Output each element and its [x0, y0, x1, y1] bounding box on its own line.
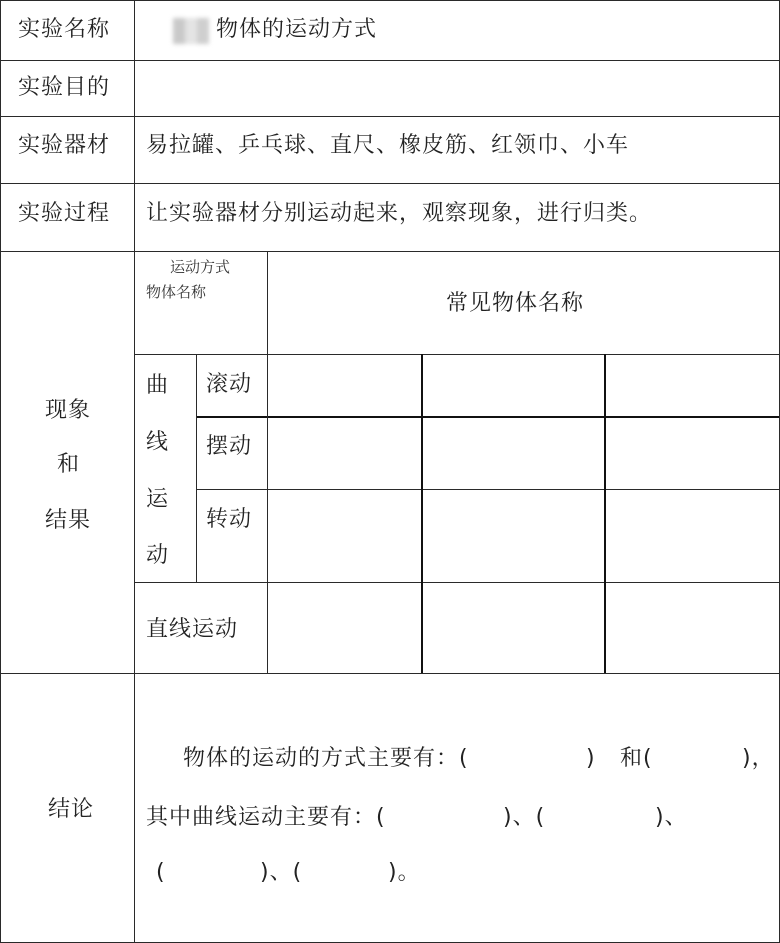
- label-phenomena-line3: 结果: [45, 508, 92, 533]
- label-experiment-purpose: 实验目的: [18, 75, 111, 100]
- motion-rotating: 转动: [206, 507, 253, 532]
- label-experiment-name: 实验名称: [18, 17, 111, 42]
- conclusion-line2-sep: )、(: [503, 805, 546, 830]
- conclusion-line2-end: )、: [655, 805, 688, 830]
- conclusion-line1-close: ): [586, 746, 596, 771]
- experiment-materials-value: 易拉罐、乒乓球、直尺、橡皮筋、红领巾、小车: [146, 133, 630, 158]
- label-experiment-process: 实验过程: [18, 201, 111, 226]
- header-object-name: 物体名称: [146, 283, 207, 301]
- conclusion-line1-end: )，: [742, 746, 775, 771]
- motion-swinging: 摆动: [206, 434, 253, 459]
- label-phenomena-line1: 现象: [45, 398, 92, 423]
- conclusion-line3-open: (: [156, 860, 166, 885]
- conclusion-line3-sep: )、(: [260, 860, 303, 885]
- curve-char-4: 动: [146, 543, 169, 568]
- label-phenomena-line2: 和: [57, 452, 81, 477]
- label-experiment-materials: 实验器材: [18, 133, 111, 158]
- curve-char-3: 运: [146, 487, 169, 512]
- header-common-objects: 常见物体名称: [446, 291, 585, 316]
- curve-char-2: 线: [146, 430, 169, 455]
- experiment-name-value: 物体的运动方式: [216, 17, 378, 42]
- conclusion-line1-and: 和(: [620, 746, 653, 771]
- experiment-process-value: 让实验器材分别运动起来，观察现象，进行归类。: [146, 201, 653, 226]
- conclusion-line2-text: 其中曲线运动主要有：(: [146, 805, 386, 830]
- curve-char-1: 曲: [146, 373, 169, 398]
- conclusion-line1-text: 物体的运动的方式主要有：(: [183, 746, 469, 771]
- motion-straight: 直线运动: [146, 617, 239, 642]
- motion-rolling: 滚动: [206, 372, 253, 397]
- label-conclusion: 结论: [48, 797, 95, 822]
- header-motion-type: 运动方式: [170, 258, 231, 276]
- redacted-mark: [173, 18, 209, 44]
- conclusion-line3-end: )。: [388, 860, 421, 885]
